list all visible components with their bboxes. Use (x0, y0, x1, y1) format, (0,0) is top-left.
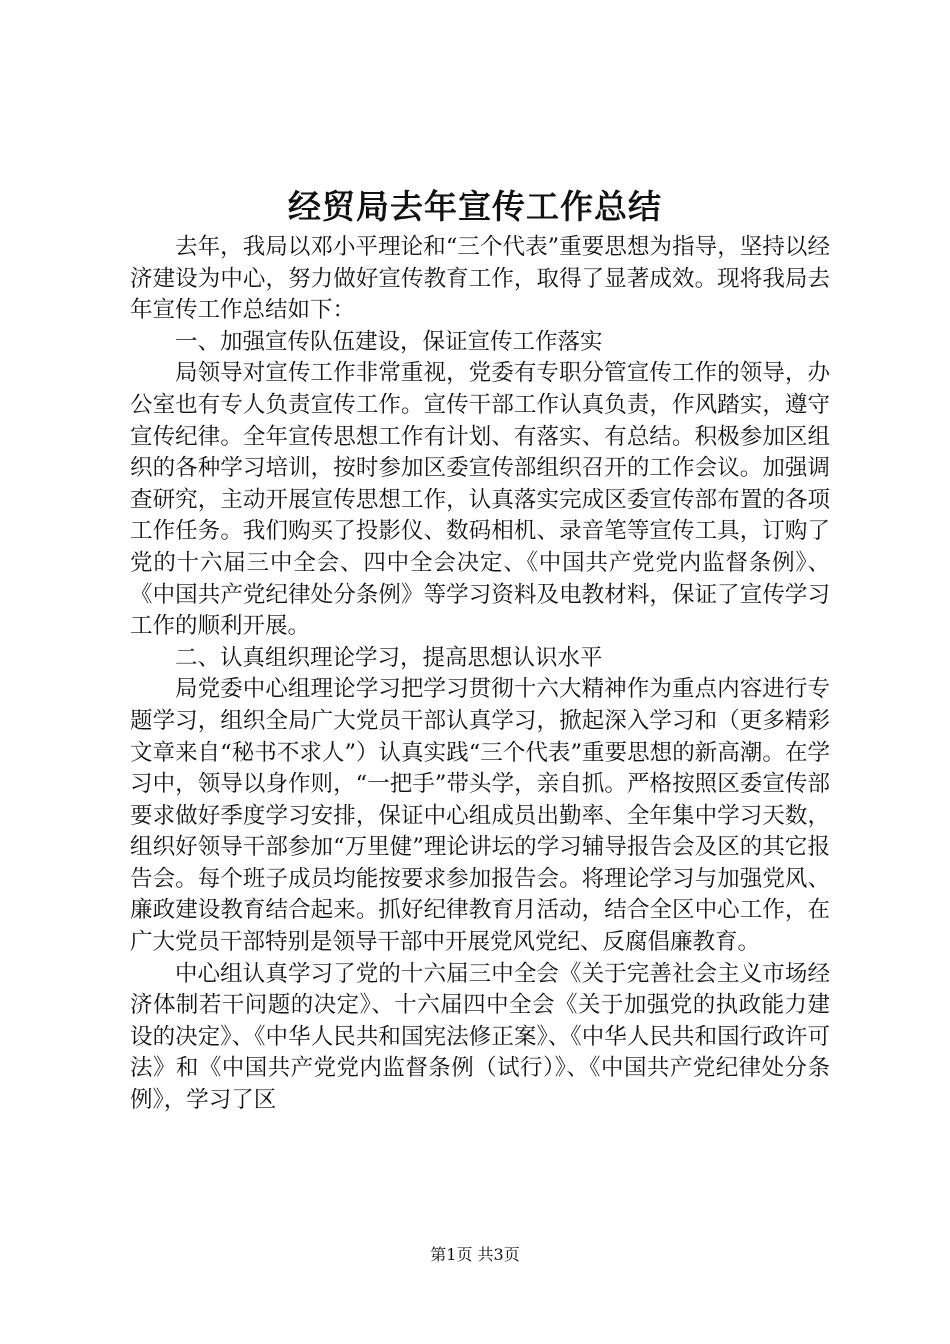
section-heading-2: 二、认真组织理论学习，提高思想认识水平 (175, 644, 603, 671)
paragraph-study-list: 中心组认真学习了党的十六届三中全会《关于完善社会主义市场经济体制若干问题的决定》、十六届四中全会《关于加强党的执政能力建设的决定》、《中华人民共和国宪法修正案》、《中华人民共和国行政许可法》和《中国共产党党内监督条例（试行）》、《中国共产党纪律处分条例》，学习了区 (130, 960, 830, 1114)
paragraph-intro: 去年，我局以邓小平理论和“三个代表”重要思想为指导，坚持以经济建设为中心，努力做好宣传教育工作，取得了显著成效。现将我局去年宣传工作总结如下： (130, 234, 830, 324)
page-number-footer: 第1页 共3页 (430, 1245, 520, 1264)
section-heading-1: 一、加强宣传队伍建设，保证宣传工作落实 (175, 328, 603, 355)
document-body (130, 232, 830, 1117)
document-title: 经贸局去年宣传工作总结 (288, 187, 662, 226)
paragraph-section-2: 局党委中心组理论学习把学习贯彻十六大精神作为重点内容进行专题学习，组织全局广大党员干部认真学习，掀起深入学习和（更多精彩文章来自“秘书不求人”）认真实践“三个代表”重要思想的新高潮。在学习中，领导以身作则，“一把手”带头学，亲自抓。严格按照区委宣传部要求做好季度学习安排，保证中心组成员出勤率、全年集中学习天数，组织好领导干部参加“万里健”理论讲坛的学习辅导报告会及区的其它报告会。每个班子成员均能按要求参加报告会。将理论学习与加强党风、廉政建设教育结合起来。抓好纪律教育月活动，结合全区中心工作，在广大党员干部特别是领导干部中开展党风党纪、反腐倡廉教育。 (130, 676, 830, 956)
paragraph-section-1: 局领导对宣传工作非常重视，党委有专职分管宣传工作的领导，办公室也有专人负责宣传工作。宣传干部工作认真负责，作风踏实，遵守宣传纪律。全年宣传思想工作有计划、有落实、有总结。积极参加区组织的各种学习培训，按时参加区委宣传部组织召开的工作会议。加强调查研究，主动开展宣传思想工作，认真落实完成区委宣传部布置的各项工作任务。我们购买了投影仪、数码相机、录音笔等宣传工具，订购了党的十六届三中全会、四中全会决定、《中国共产党党内监督条例》、《中国共产党纪律处分条例》等学习资料及电教材料，保证了宣传学习工作的顺利开展。 (130, 360, 830, 640)
